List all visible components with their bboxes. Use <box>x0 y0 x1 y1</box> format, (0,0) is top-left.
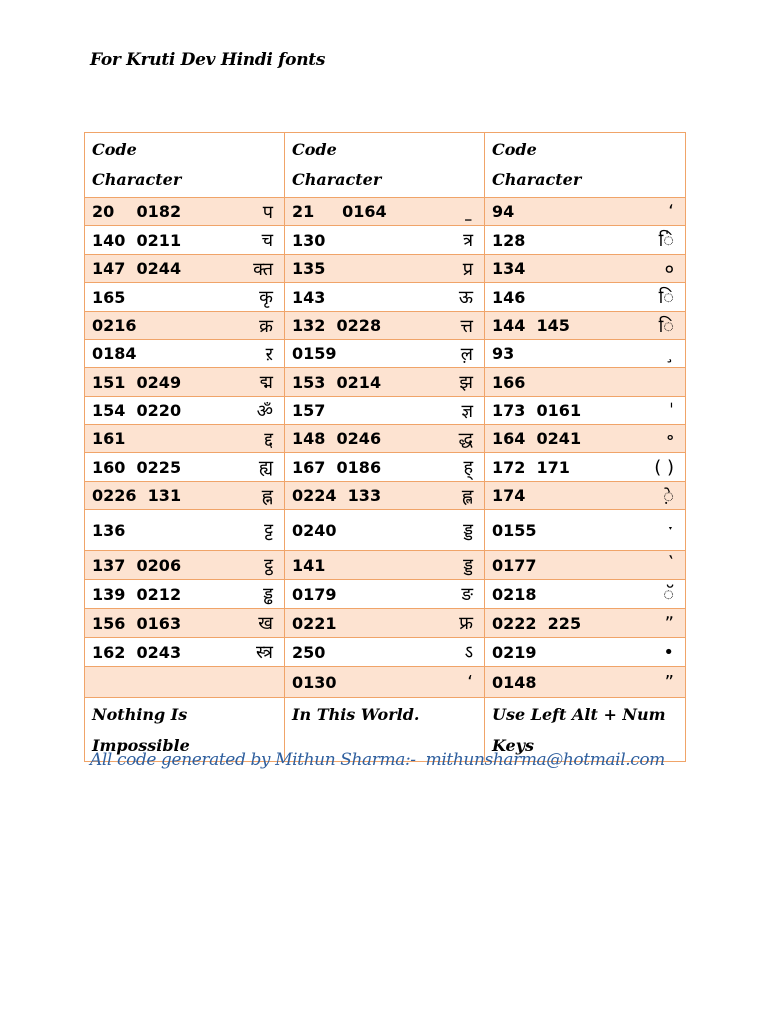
code-value: 160 0225 <box>92 457 182 477</box>
code-value: 0155 <box>492 520 537 540</box>
character-glyph: त्र <box>463 230 473 251</box>
header-code-label: Code <box>92 140 137 159</box>
table-cell <box>85 551 285 580</box>
credit-email: mithunsharma@hotmail.com <box>425 750 665 770</box>
character-glyph: ि <box>658 287 674 308</box>
credit-text: All code generated by Mithun Sharma:- <box>90 750 416 770</box>
table-cell <box>85 482 285 510</box>
code-value: 0224 133 <box>292 486 382 505</box>
table-cell <box>285 453 485 482</box>
code-value: 21 0164 <box>292 202 387 221</box>
code-value: 165 <box>92 287 126 307</box>
code-value: 151 0249 <box>92 372 182 392</box>
character-glyph: क्र <box>259 315 273 337</box>
character-glyph <box>473 200 477 224</box>
table-cell <box>285 340 485 368</box>
table-cell <box>85 340 285 368</box>
table-cell <box>485 226 686 255</box>
code-value: 0148 <box>492 672 537 692</box>
table-cell <box>85 667 285 698</box>
code-value: 162 0243 <box>92 642 182 662</box>
table-row <box>85 667 686 698</box>
table-cell <box>285 580 485 609</box>
code-value: 141 <box>292 555 326 575</box>
table-row <box>85 198 686 226</box>
table-cell <box>485 255 686 283</box>
table-cell <box>85 255 285 283</box>
table-header-row <box>85 133 686 198</box>
character-glyph: ि <box>658 315 674 337</box>
table-cell <box>485 551 686 580</box>
character-glyph: ड्ढ <box>263 584 273 605</box>
character-glyph: स्त्र <box>256 642 273 663</box>
character-glyph: ज्ञ <box>461 400 473 422</box>
table-cell <box>485 638 686 667</box>
table-cell <box>285 482 485 510</box>
table-cell <box>85 453 285 482</box>
character-glyph: ल़ <box>460 343 473 365</box>
code-value: 157 <box>292 401 326 420</box>
table-cell <box>485 397 686 425</box>
code-value: 143 <box>292 287 326 307</box>
header-character-label: Character <box>292 170 382 189</box>
code-value: 174 <box>492 486 526 505</box>
table-cell <box>485 482 686 510</box>
table-cell <box>285 609 485 638</box>
code-value: 147 0244 <box>92 259 182 278</box>
header-character-label: Character <box>492 170 582 189</box>
table-cell <box>85 283 285 312</box>
code-value: 134 <box>492 259 526 278</box>
code-value: 144 145 <box>492 316 570 335</box>
code-value: 0159 <box>292 344 337 363</box>
table-cell <box>485 312 686 340</box>
table-cell <box>485 368 686 397</box>
table-cell <box>485 198 686 226</box>
character-glyph: ˑ <box>667 519 674 541</box>
character-glyph: ख <box>258 613 273 634</box>
table-cell <box>285 283 485 312</box>
table-row <box>85 638 686 667</box>
table-cell <box>85 368 285 397</box>
character-glyph: प्र <box>462 258 473 280</box>
code-value: 140 0211 <box>92 230 182 250</box>
table-row <box>85 255 686 283</box>
table-cell <box>485 510 686 551</box>
header-code-label: Code <box>492 140 537 159</box>
code-value: 128 <box>492 230 526 250</box>
footer-text: In This World. <box>292 705 420 724</box>
code-value: 139 0212 <box>92 584 182 604</box>
code-value: 250 <box>292 642 326 662</box>
character-glyph: फ्र <box>459 613 473 634</box>
character-glyph: प <box>262 201 273 223</box>
character-glyph: ट्ट <box>264 520 273 541</box>
character-glyph: ʻ <box>668 201 674 222</box>
character-glyph: ऽ <box>464 642 473 663</box>
footer-text: Use Left Alt + Num Keys <box>492 705 666 755</box>
table-row <box>85 226 686 255</box>
credit-line <box>90 750 665 770</box>
table-cell <box>485 667 686 698</box>
table-cell <box>285 198 485 226</box>
table-row <box>85 609 686 638</box>
code-value: 20 0182 <box>92 202 182 221</box>
character-glyph: ऱ <box>265 343 273 365</box>
code-value: 0221 <box>292 613 337 633</box>
table-cell <box>85 425 285 453</box>
character-glyph: ड्ड <box>463 520 473 541</box>
code-value: 156 0163 <box>92 613 182 633</box>
character-glyph: ह्ल <box>461 485 473 507</box>
header-code-label: Code <box>292 140 337 159</box>
table-cell <box>285 667 485 698</box>
code-value: 146 <box>492 287 526 307</box>
code-value: 132 0228 <box>292 316 382 335</box>
table-cell <box>85 198 285 226</box>
table-cell <box>285 638 485 667</box>
character-glyph: ड्ड <box>463 555 473 576</box>
code-value: 93 <box>492 344 515 363</box>
table-row <box>85 453 686 482</box>
table-cell <box>285 312 485 340</box>
character-glyph: क्त <box>253 258 273 280</box>
table-cell <box>485 453 686 482</box>
character-glyph: त्त <box>460 315 473 337</box>
code-value: 161 <box>92 429 126 448</box>
table-row <box>85 510 686 551</box>
code-value: 0216 <box>92 316 137 335</box>
column-header <box>285 133 485 198</box>
code-value: 153 0214 <box>292 372 382 392</box>
table-cell <box>85 312 285 340</box>
code-value: 0219 <box>492 642 537 662</box>
code-value: 0177 <box>492 555 537 575</box>
character-glyph: ” <box>664 671 674 693</box>
character-glyph <box>674 553 678 577</box>
character-glyph: ( ) <box>654 456 674 478</box>
code-value: 0179 <box>292 584 337 604</box>
code-value: 137 0206 <box>92 555 182 575</box>
table-cell <box>285 510 485 551</box>
character-glyph: ़े <box>663 485 674 507</box>
character-glyph: झ <box>459 372 473 393</box>
code-value: 0184 <box>92 344 137 363</box>
table-cell <box>485 580 686 609</box>
header-character-label: Character <box>92 170 182 189</box>
character-glyph: ¸ <box>665 343 674 364</box>
code-table <box>84 132 686 762</box>
table-row <box>85 425 686 453</box>
table-row <box>85 283 686 312</box>
table-cell <box>85 226 285 255</box>
table-cell <box>85 397 285 425</box>
table-cell <box>485 425 686 453</box>
table-cell <box>85 609 285 638</box>
code-value: 94 <box>492 202 515 221</box>
character-glyph: ॅ <box>663 584 674 605</box>
code-value: 0226 131 <box>92 486 182 505</box>
character-glyph: ह्य <box>258 457 273 478</box>
code-value: 166 <box>492 372 526 392</box>
code-value: 0218 <box>492 584 537 604</box>
table-row <box>85 397 686 425</box>
code-value: 173 0161 <box>492 401 582 420</box>
character-glyph: ऊ <box>458 287 473 308</box>
code-value: 172 171 <box>492 457 570 477</box>
page-title: For Kruti Dev Hindi fonts <box>90 50 326 70</box>
code-value: 164 0241 <box>492 429 582 448</box>
character-glyph: च <box>261 230 273 251</box>
table-row <box>85 551 686 580</box>
table-cell <box>485 340 686 368</box>
table-cell <box>285 368 485 397</box>
character-glyph: ह्न <box>261 485 273 507</box>
table-cell <box>85 510 285 551</box>
character-glyph: द्द <box>264 428 273 450</box>
character-glyph: ङ <box>461 584 473 605</box>
table-row <box>85 580 686 609</box>
code-value: 167 0186 <box>292 457 382 477</box>
table-cell <box>285 551 485 580</box>
character-glyph: ॰ <box>666 428 674 450</box>
character-glyph: ट्ठ <box>264 555 273 576</box>
column-header <box>85 133 285 198</box>
code-value: 0222 225 <box>492 613 582 633</box>
code-value: 148 0246 <box>292 429 382 448</box>
code-value: 135 <box>292 259 326 278</box>
code-value: 0130 <box>292 672 337 692</box>
character-glyph: • <box>663 641 674 663</box>
table-cell <box>85 638 285 667</box>
character-glyph: ‘ <box>467 671 473 693</box>
column-header <box>485 133 686 198</box>
code-value: 130 <box>292 230 326 250</box>
footer-text: Nothing Is Impossible <box>92 705 190 755</box>
table-cell <box>285 255 485 283</box>
table-cell <box>485 283 686 312</box>
character-glyph: ि॑ <box>658 230 674 251</box>
character-glyph: द्म <box>259 372 273 393</box>
character-glyph: ˈ <box>669 400 674 421</box>
character-glyph: द्ध <box>458 428 473 450</box>
table-row <box>85 340 686 368</box>
table-row <box>85 368 686 397</box>
code-value: 154 0220 <box>92 401 182 420</box>
character-glyph: ० <box>664 258 674 280</box>
character-glyph: ॐ <box>256 400 273 422</box>
table-cell <box>285 425 485 453</box>
character-glyph: ह् <box>463 457 473 478</box>
table-row <box>85 312 686 340</box>
character-glyph: ˮ <box>664 612 674 634</box>
character-glyph: कृ <box>259 287 273 308</box>
table-cell <box>85 580 285 609</box>
table-cell <box>485 609 686 638</box>
table-cell <box>285 226 485 255</box>
code-value: 0240 <box>292 520 337 540</box>
table-cell <box>285 397 485 425</box>
code-value: 136 <box>92 520 126 540</box>
table-row <box>85 482 686 510</box>
